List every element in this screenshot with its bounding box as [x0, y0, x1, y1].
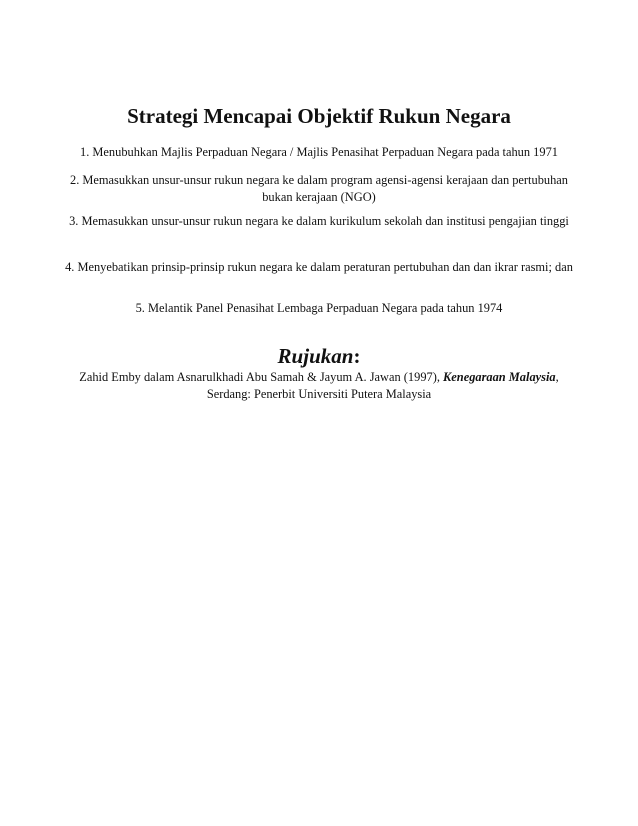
reference-publisher: , Serdang: Penerbit Universiti Putera Malaysia: [206, 370, 559, 401]
strategy-item-5: 5. Melantik Panel Penasihat Lembaga Perpaduan Negara pada tahun 1974: [135, 301, 503, 315]
reference-heading-colon: :: [353, 344, 361, 368]
strategy-item-1: 1. Menubuhkan Majlis Perpaduan Negara / Majlis Penasihat Perpaduan Negara pada tahun 1971: [80, 145, 558, 159]
reference-authors: Zahid Emby dalam Asnarulkhadi Abu Samah & Jayum A. Jawan (1997),: [79, 370, 440, 384]
reference-book-title: Kenegaraan Malaysia: [443, 370, 556, 384]
reference-heading-label: Rujukan: [277, 344, 354, 368]
page-title: Strategi Mencapai Objektif Rukun Negara: [127, 104, 511, 128]
reference-heading: [0, 343, 638, 369]
reference-citation: [68, 369, 570, 403]
strategy-item-2: 2. Memasukkan unsur-unsur rukun negara ke dalam program agensi-agensi kerajaan dan pertubuhan bukan kerajaan (NGO): [70, 173, 568, 204]
strategy-item-3: 3. Memasukkan unsur-unsur rukun negara ke dalam kurikulum sekolah dan institusi pengajian tinggi: [69, 214, 569, 228]
strategy-item-4: 4. Menyebatikan prinsip-prinsip rukun negara ke dalam peraturan pertubuhan dan dan ikrar rasmi; dan: [65, 260, 573, 274]
